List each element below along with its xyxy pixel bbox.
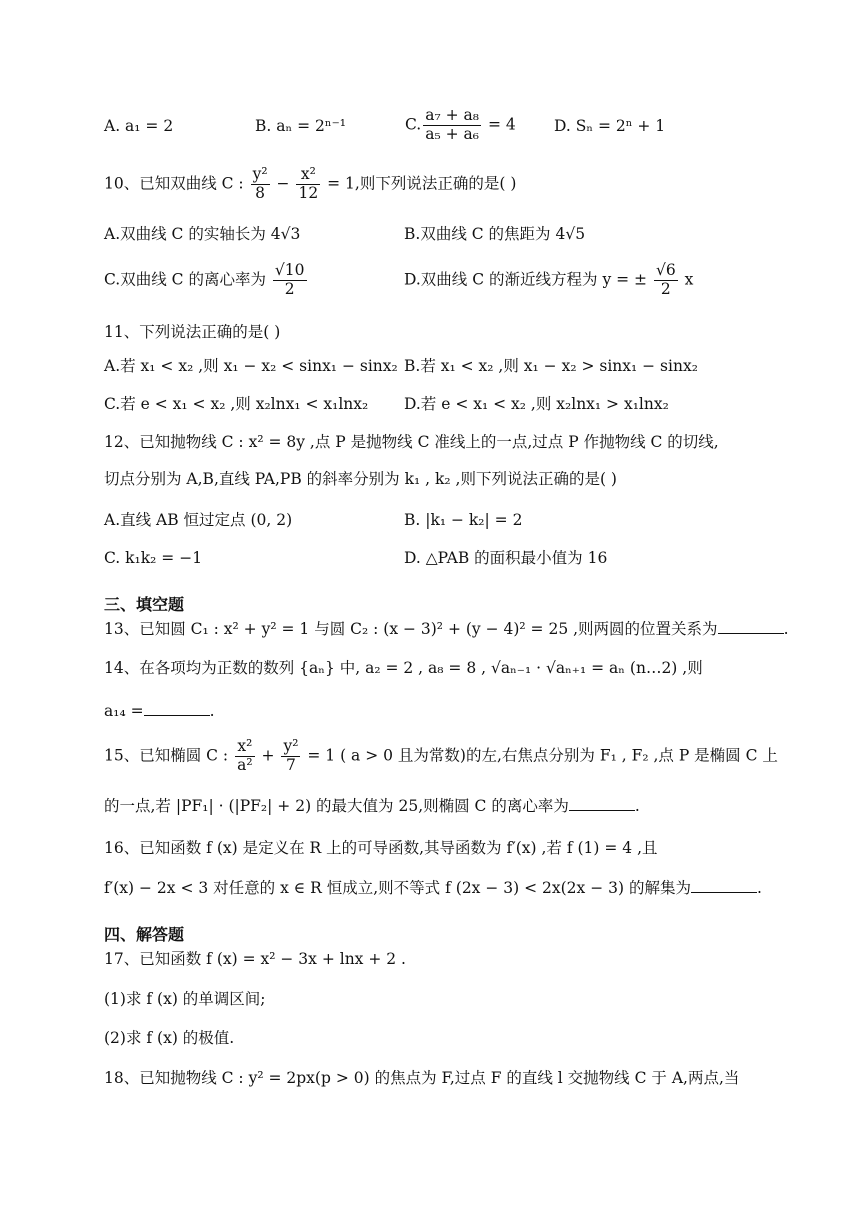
q16-stem-line1: 16、已知函数 f (x) 是定义在 R 上的可导函数,其导函数为 f′(x) ,若 f (1) = 4 ,且	[104, 839, 658, 857]
q10-option-d-tail: x	[684, 270, 694, 289]
q16-line2-text: f′(x) − 2x < 3 对任意的 x ∈ R 恒成立,则不等式 f (2x − 3) < 2x(2x − 3) 的解集为	[104, 879, 691, 897]
q15-fraction-y	[281, 738, 300, 775]
q17-part-2: (2)求 f (x) 的极值.	[104, 1029, 235, 1047]
fraction-denominator: 2	[284, 279, 295, 298]
q9-option-c-fraction	[423, 107, 481, 144]
answer-blank	[718, 621, 784, 634]
q10-fraction-y	[251, 166, 270, 203]
q15-prefix: 15、已知椭圆 C :	[104, 746, 229, 765]
q15-fraction-x	[235, 738, 254, 775]
q9-option-c	[405, 107, 516, 144]
q11-stem: 11、下列说法正确的是( )	[104, 323, 281, 341]
fraction-numerator: x²	[296, 166, 320, 185]
fraction-numerator: x²	[235, 738, 254, 757]
q12-stem-line2: 切点分别为 A,B,直线 PA,PB 的斜率分别为 k₁ , k₂ ,则下列说法正确的是( )	[104, 470, 617, 488]
fraction-denominator: 8	[255, 183, 266, 202]
q10-prefix: 10、已知双曲线 C :	[104, 174, 244, 193]
q10-option-c-label: C.双曲线 C 的离心率为	[104, 270, 266, 289]
q15-stem-line2: 的一点,若 |PF₁| · (|PF₂| + 2) 的最大值为 25,则椭圆 C 的离心率为 .	[104, 797, 640, 815]
q17-part-1: (1)求 f (x) 的单调区间;	[104, 990, 266, 1008]
fraction-numerator: √10	[274, 261, 305, 279]
fraction-denominator: 2	[660, 279, 671, 298]
q10-stem	[104, 166, 516, 203]
fraction-denominator: a²	[237, 755, 253, 774]
q11-option-d: D.若 e < x₁ < x₂ ,则 x₂lnx₁ > x₁lnx₂	[404, 395, 669, 413]
q11-option-b: B.若 x₁ < x₂ ,则 x₁ − x₂ > sinx₁ − sinx₂	[404, 357, 698, 375]
q10-option-d-label: D.双曲线 C 的渐近线方程为 y = ±	[404, 270, 648, 289]
q15-stem-line1	[104, 738, 778, 775]
fraction-denominator: a₅ + a₆	[425, 124, 479, 143]
q9-option-d: D. Sₙ = 2ⁿ + 1	[554, 117, 666, 135]
q15-tail: = 1 ( a > 0 且为常数)的左,右焦点分别为 F₁ , F₂ ,点 P 是椭圆 C 上	[307, 746, 778, 765]
q14-stem-line1: 14、在各项均为正数的数列 {aₙ} 中, a₂ = 2 , a₈ = 8 , √aₙ₋₁ · √aₙ₊₁ = aₙ (n…2) ,则	[104, 659, 703, 677]
q18-stem: 18、已知抛物线 C : y² = 2px(p > 0) 的焦点为 F,过点 F 的直线 l 交抛物线 C 于 A,两点,当	[104, 1069, 740, 1087]
fraction-numerator: y²	[283, 737, 299, 755]
section-heading-fill-blank: 三、填空题	[104, 595, 185, 614]
fraction-numerator: a₇ + a₈	[425, 106, 479, 124]
q10-fraction-x	[296, 166, 320, 203]
q17-stem: 17、已知函数 f (x) = x² − 3x + lnx + 2 .	[104, 950, 406, 968]
q13-text: 13、已知圆 C₁ : x² + y² = 1 与圆 C₂ : (x − 3)² + (y − 4)² = 25 ,则两圆的位置关系为	[104, 620, 718, 638]
section-heading-solutions: 四、解答题	[104, 925, 185, 944]
q12-option-c: C. k₁k₂ = −1	[104, 549, 203, 567]
q13-stem: 13、已知圆 C₁ : x² + y² = 1 与圆 C₂ : (x − 3)² + (y − 4)² = 25 ,则两圆的位置关系为 .	[104, 620, 789, 638]
plus-sign: +	[261, 746, 275, 765]
q10-option-c	[104, 262, 309, 299]
minus-sign: −	[276, 174, 290, 193]
q10-option-b: B.双曲线 C 的焦距为 4√5	[404, 225, 586, 243]
answer-blank	[144, 703, 210, 716]
q9-option-c-label: C.	[405, 115, 422, 134]
q10-option-a: A.双曲线 C 的实轴长为 4√3	[104, 225, 301, 243]
fraction-numerator: y²	[252, 165, 268, 183]
q12-stem-line1: 12、已知抛物线 C : x² = 8y ,点 P 是抛物线 C 准线上的一点,过点 P 作抛物线 C 的切线,	[104, 433, 719, 451]
q11-option-a: A.若 x₁ < x₂ ,则 x₁ − x₂ < sinx₁ − sinx₂	[104, 357, 398, 375]
q10-option-d-fraction	[654, 262, 678, 299]
fraction-denominator: 12	[298, 183, 319, 202]
q9-option-c-tail: = 4	[487, 115, 516, 134]
answer-blank	[569, 798, 635, 811]
q16-stem-line2: f′(x) − 2x < 3 对任意的 x ∈ R 恒成立,则不等式 f (2x − 3) < 2x(2x − 3) 的解集为 .	[104, 879, 762, 897]
q10-tail: = 1,则下列说法正确的是( )	[327, 174, 517, 193]
q12-option-b: B. |k₁ − k₂| = 2	[404, 511, 523, 529]
q11-option-c: C.若 e < x₁ < x₂ ,则 x₂lnx₁ < x₁lnx₂	[104, 395, 369, 413]
q10-option-c-fraction	[273, 262, 307, 299]
q14-answer-prefix: a₁₄ =	[104, 702, 144, 720]
q9-option-b: B. aₙ = 2ⁿ⁻¹	[255, 117, 346, 135]
q10-option-d	[404, 262, 693, 299]
q14-stem-line2: a₁₄ = .	[104, 702, 215, 720]
answer-blank	[691, 880, 757, 893]
fraction-numerator: √6	[655, 261, 676, 279]
q9-option-a: A. a₁ = 2	[104, 117, 174, 135]
q12-option-d: D. △PAB 的面积最小值为 16	[404, 549, 608, 567]
q12-option-a: A.直线 AB 恒过定点 (0, 2)	[104, 511, 293, 529]
fraction-denominator: 7	[286, 755, 296, 774]
q15-line2-text: 的一点,若 |PF₁| · (|PF₂| + 2) 的最大值为 25,则椭圆 C 的离心率为	[104, 797, 569, 815]
